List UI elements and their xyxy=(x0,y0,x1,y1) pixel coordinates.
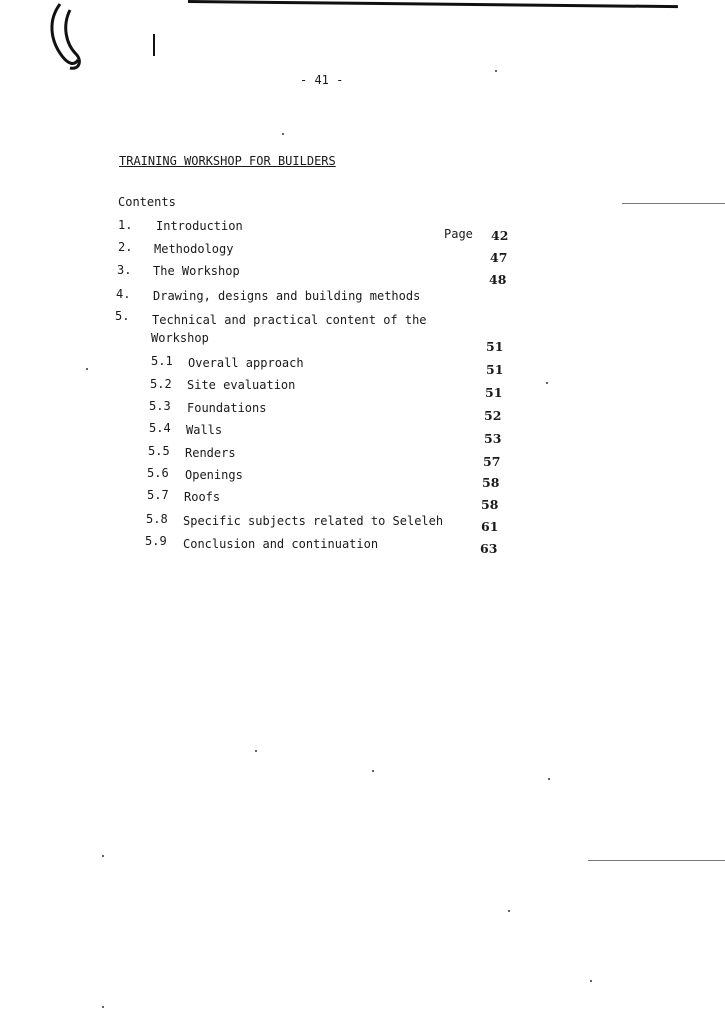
speck xyxy=(372,770,374,772)
speck xyxy=(102,1006,104,1008)
toc-subentry-page: 53 xyxy=(484,431,502,446)
toc-subentry-text: Overall approach xyxy=(188,356,304,370)
toc-subentry-text: Renders xyxy=(185,446,236,460)
toc-subentry-text: Specific subjects related to Seleleh xyxy=(183,514,444,528)
toc-subentry-number: 5.8 xyxy=(146,512,168,526)
speck xyxy=(546,382,548,384)
toc-entry-text: Technical and practical content of the xyxy=(152,313,427,327)
toc-entry-page: 47 xyxy=(490,250,508,265)
toc-entry-text: Introduction xyxy=(156,219,243,233)
toc-subentry-page: 57 xyxy=(483,454,501,469)
speck xyxy=(255,750,257,752)
page-column-label: Page xyxy=(444,227,473,241)
speck xyxy=(548,778,550,780)
speck xyxy=(508,910,510,912)
speck xyxy=(102,855,104,857)
toc-entry-number: 3. xyxy=(117,263,132,277)
toc-subentry-number: 5.7 xyxy=(147,488,169,502)
speck xyxy=(86,368,88,370)
handwritten-mark xyxy=(40,0,90,75)
toc-subentry-page: 58 xyxy=(482,475,500,490)
top-edge-line xyxy=(188,0,678,8)
toc-subentry-page: 63 xyxy=(480,541,498,556)
speck xyxy=(282,133,284,135)
toc-entry-number: 5. xyxy=(115,309,130,323)
toc-subentry-text: Site evaluation xyxy=(187,378,296,392)
toc-subentry-text: Roofs xyxy=(184,490,221,504)
toc-subentry-page: 52 xyxy=(484,408,502,423)
toc-entry-text-continued: Workshop xyxy=(151,331,209,345)
toc-subentry-number: 5.3 xyxy=(149,399,171,413)
toc-subentry-page: 61 xyxy=(481,519,499,534)
vertical-mark xyxy=(153,34,155,56)
document-title: TRAINING WORKSHOP FOR BUILDERS xyxy=(119,154,336,168)
toc-entry-page: 51 xyxy=(486,339,504,354)
toc-subentry-number: 5.5 xyxy=(148,444,170,458)
toc-subentry-page: 51 xyxy=(486,362,504,377)
toc-entry-text: The Workshop xyxy=(153,264,240,278)
toc-entry-page: 42 xyxy=(491,228,509,243)
toc-subentry-number: 5.1 xyxy=(151,354,173,368)
speck xyxy=(590,980,592,982)
edge-noise-right xyxy=(588,860,725,861)
toc-entry-number: 2. xyxy=(118,240,133,254)
toc-subentry-text: Walls xyxy=(186,423,223,437)
toc-subentry-number: 5.9 xyxy=(145,534,167,548)
toc-subentry-text: Openings xyxy=(185,468,243,482)
toc-entry-text: Drawing, designs and building methods xyxy=(153,289,421,303)
speck xyxy=(495,70,497,72)
page-number: - 41 - xyxy=(300,73,344,87)
toc-entry-number: 1. xyxy=(118,218,133,232)
toc-entry-text: Methodology xyxy=(154,242,234,256)
toc-subentry-text: Foundations xyxy=(187,401,267,415)
contents-heading: Contents xyxy=(118,195,176,209)
toc-entry-number: 4. xyxy=(116,287,131,301)
toc-subentry-number: 5.2 xyxy=(150,377,172,391)
toc-subentry-text: Conclusion and continuation xyxy=(183,537,379,551)
toc-subentry-page: 58 xyxy=(481,497,499,512)
edge-noise-right xyxy=(622,203,725,204)
toc-entry-page: 48 xyxy=(489,272,507,287)
toc-subentry-page: 51 xyxy=(485,385,503,400)
toc-subentry-number: 5.6 xyxy=(147,466,169,480)
toc-subentry-number: 5.4 xyxy=(149,421,171,435)
